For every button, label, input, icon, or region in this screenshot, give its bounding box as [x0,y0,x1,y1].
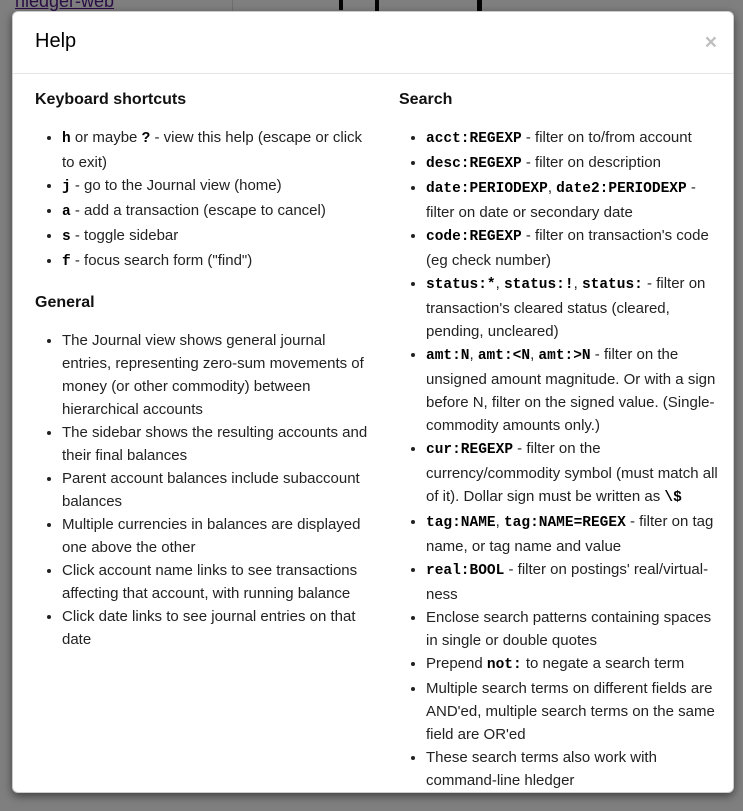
help-item [62,199,370,224]
code-term: tag:NAME=REGEX [503,515,626,531]
modal-header [13,12,733,74]
help-text: Click account name links to see transactions affecting that account, with running balance [62,562,358,602]
help-text: - focus search form ("find") [70,252,253,269]
help-text: - filter on transaction's cleared status (cleared, pending, uncleared) [426,275,706,340]
help-item [426,677,718,746]
help-text: - filter on the currency/commodity symbol (must match all of it). Dollar sign must be written as [426,440,718,505]
help-item [62,605,370,651]
help-text: , [547,179,557,196]
code-term: a [62,204,71,220]
help-text: Enclose search patterns containing spaces in single or double quotes [426,609,712,649]
code-term: real:BOOL [426,563,505,579]
section-heading: Search [399,91,453,108]
help-text: Parent account balances include subaccount balances [62,470,360,510]
help-text: , [495,513,504,530]
modal-title: Help [35,30,77,52]
help-text: or maybe [70,129,142,146]
section-heading: General [35,294,95,311]
help-item [426,272,718,343]
close-icon[interactable]: × [704,31,717,54]
help-text: - filter on tag name, or tag name and value [426,513,714,555]
help-item [62,467,370,513]
help-item [62,513,370,559]
code-term: amt:<N [477,348,531,364]
code-term: code:REGEXP [426,229,522,245]
help-item [426,176,718,224]
help-item [62,224,370,249]
help-text: - filter on date or secondary date [426,179,696,221]
help-text: - go to the Journal view (home) [70,177,282,194]
help-item [426,437,718,510]
help-item [426,126,718,151]
help-item [426,224,718,272]
help-text: - filter on transaction's code (eg check number) [426,227,709,269]
help-list [399,126,718,792]
help-item [426,151,718,176]
code-term: not: [486,657,522,673]
code-term: status: [581,277,643,293]
help-text: to negate a search term [521,655,685,672]
help-text: - filter on description [521,154,661,171]
help-text: - toggle sidebar [70,227,179,244]
help-text: , [530,346,539,363]
help-list [35,329,370,651]
code-term: s [62,229,71,245]
code-term: \$ [664,490,682,506]
help-item [426,510,718,558]
help-text: Prepend [426,655,487,672]
help-list [35,126,370,274]
code-term: desc:REGEXP [426,156,522,172]
code-term: acct:REGEXP [426,131,522,147]
code-term: cur:REGEXP [426,442,514,458]
help-text: - filter on the unsigned amount magnitude. Or with a sign before N, filter on the signed value. (Single-commodity amounts only.) [426,346,716,434]
code-term: status:* [426,277,496,293]
help-text: - filter on postings' real/virtual-ness [426,561,709,603]
help-text: The Journal view shows general journal entries, representing zero-sum movements of money (or other commodity) between hierarchical accounts [62,332,364,418]
left-column [35,90,370,670]
help-item [426,558,718,606]
section-heading: Keyboard shortcuts [35,91,187,108]
help-text: - add a transaction (escape to cancel) [70,202,326,219]
code-term: amt:N [426,348,470,364]
help-item [62,249,370,274]
help-item [426,746,718,792]
help-item [426,606,718,652]
code-term: j [62,179,71,195]
code-term: f [62,254,71,270]
help-item [62,421,370,467]
help-item [62,126,370,174]
code-term: date2:PERIODEXP [556,181,687,197]
help-text: , [495,275,504,292]
help-text: , [573,275,582,292]
help-text: - filter on to/from account [521,129,692,146]
right-column [399,90,718,793]
code-term: ? [141,131,151,147]
code-term: h [62,131,71,147]
code-term: tag:NAME [426,515,496,531]
help-item [426,652,718,677]
help-text: Multiple search terms on different fields are AND'ed, multiple search terms on the same field are OR'ed [426,680,715,743]
help-text: , [469,346,478,363]
code-term: date:PERIODEXP [426,181,548,197]
help-text: Multiple currencies in balances are displayed one above the other [62,516,361,556]
help-modal [12,11,734,793]
help-text: - view this help (escape or click to exit) [62,129,363,171]
help-text: Click date links to see journal entries on that date [62,608,356,648]
help-item [62,329,370,421]
code-term: amt:>N [538,348,591,364]
help-text: The sidebar shows the resulting accounts and their final balances [62,424,368,464]
code-term: status:! [503,277,574,293]
modal-body [13,74,733,793]
help-item [426,343,718,437]
help-item [62,559,370,605]
help-item [62,174,370,199]
help-text: These search terms also work with command-line hledger [426,749,657,789]
